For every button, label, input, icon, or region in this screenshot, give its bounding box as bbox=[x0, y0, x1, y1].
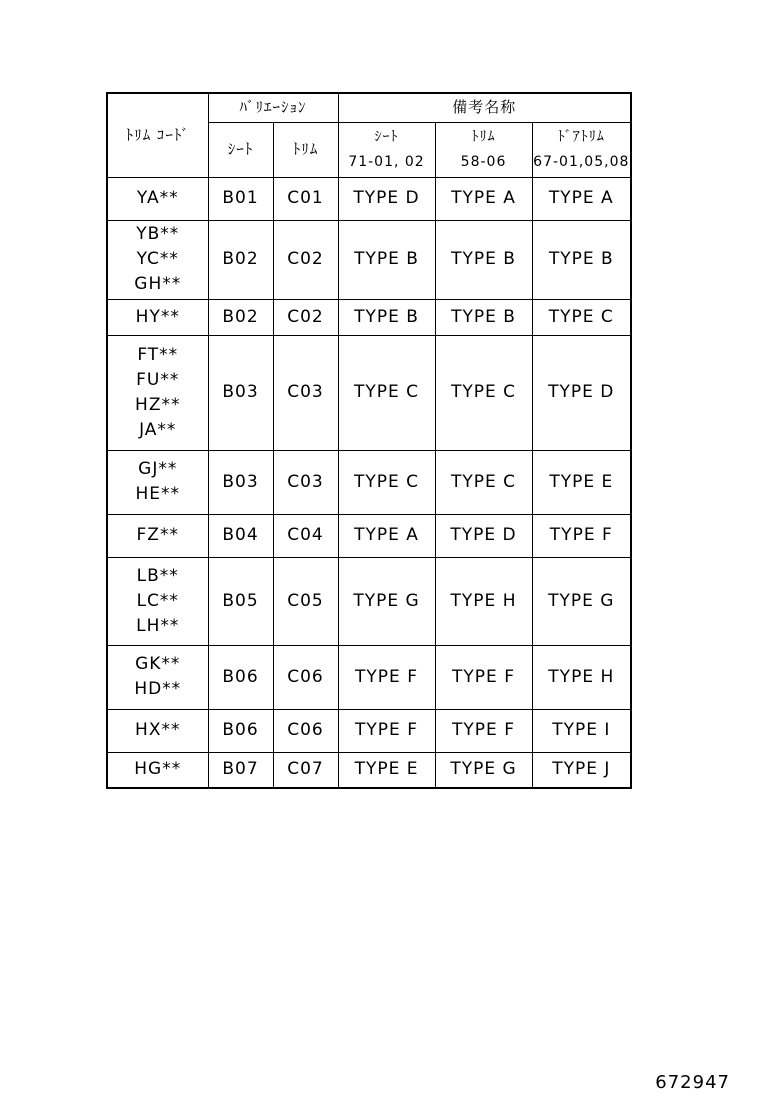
trim-code-cell bbox=[107, 450, 208, 514]
remark-door-trim-title: ﾄﾞｱﾄﾘﾑ bbox=[557, 128, 605, 145]
trim-code-cell bbox=[107, 514, 208, 557]
trim-cell: C04 bbox=[273, 514, 338, 557]
trim-code: JA** bbox=[139, 419, 177, 440]
remark-door-trim-cell: TYPE E bbox=[532, 450, 631, 514]
remark-door-trim-code: 67-01,05,08 bbox=[533, 153, 630, 170]
trim-code: FZ** bbox=[136, 525, 179, 545]
remark-seat-cell: TYPE C bbox=[338, 335, 435, 450]
trim-code: LH** bbox=[136, 615, 180, 636]
remark-trim-cell: TYPE A bbox=[435, 177, 532, 220]
seat-cell: B07 bbox=[208, 752, 273, 788]
trim-code: LC** bbox=[136, 590, 179, 611]
trim-cell: C03 bbox=[273, 450, 338, 514]
table-row bbox=[107, 450, 631, 514]
remark-seat-cell: TYPE B bbox=[338, 299, 435, 335]
remark-seat-cell: TYPE D bbox=[338, 177, 435, 220]
trim-cell: C01 bbox=[273, 177, 338, 220]
trim-code: HD** bbox=[134, 679, 182, 699]
trim-code-cell bbox=[107, 299, 208, 335]
table-row bbox=[107, 645, 631, 709]
trim-code-cell bbox=[107, 220, 208, 299]
header-remarks: 備考名称 bbox=[338, 93, 631, 122]
remark-door-trim-cell: TYPE B bbox=[532, 220, 631, 299]
remark-seat-cell: TYPE G bbox=[338, 557, 435, 645]
trim-cell: C07 bbox=[273, 752, 338, 788]
seat-cell: B05 bbox=[208, 557, 273, 645]
remark-trim-cell: TYPE H bbox=[435, 557, 532, 645]
remark-door-trim-cell: TYPE H bbox=[532, 645, 631, 709]
trim-cell: C03 bbox=[273, 335, 338, 450]
remark-trim-cell: TYPE C bbox=[435, 335, 532, 450]
trim-code: GJ** bbox=[138, 459, 178, 479]
trim-code: YA** bbox=[136, 188, 179, 208]
seat-cell: B03 bbox=[208, 450, 273, 514]
remark-seat-cell: TYPE F bbox=[338, 645, 435, 709]
trim-code: YB** bbox=[136, 224, 180, 244]
header-trim-code: ﾄﾘﾑ ｺｰﾄﾞ bbox=[107, 93, 208, 177]
trim-code: LB** bbox=[136, 565, 179, 586]
table-row bbox=[107, 177, 631, 220]
remark-door-trim-cell: TYPE A bbox=[532, 177, 631, 220]
trim-code: HE** bbox=[135, 484, 181, 504]
remark-seat-cell: TYPE C bbox=[338, 450, 435, 514]
trim-code-cell bbox=[107, 557, 208, 645]
trim-cell: C02 bbox=[273, 220, 338, 299]
seat-cell: B03 bbox=[208, 335, 273, 450]
trim-code: HY** bbox=[135, 306, 180, 327]
trim-code: HZ** bbox=[135, 394, 181, 415]
table-body bbox=[107, 93, 631, 788]
table-row bbox=[107, 299, 631, 335]
remark-seat-cell: TYPE B bbox=[338, 220, 435, 299]
trim-code: FT** bbox=[137, 344, 179, 365]
remark-seat-code: 71-01, 02 bbox=[348, 153, 425, 170]
trim-code: YC** bbox=[136, 249, 179, 269]
header-remark-seat bbox=[338, 122, 435, 177]
remark-trim-cell: TYPE F bbox=[435, 645, 532, 709]
remark-trim-cell: TYPE B bbox=[435, 220, 532, 299]
header-variation: ﾊﾞﾘｴｰｼｮﾝ bbox=[208, 93, 338, 122]
remark-trim-title: ﾄﾘﾑ bbox=[471, 128, 496, 145]
header-seat: ｼｰﾄ bbox=[208, 122, 273, 177]
trim-code: HG** bbox=[134, 759, 182, 780]
header-remark-trim bbox=[435, 122, 532, 177]
trim-code: GH** bbox=[134, 274, 182, 294]
trim-code: HX** bbox=[135, 720, 181, 740]
remark-trim-cell: TYPE F bbox=[435, 709, 532, 752]
remark-seat-cell: TYPE E bbox=[338, 752, 435, 788]
remark-seat-cell: TYPE A bbox=[338, 514, 435, 557]
table-row bbox=[107, 335, 631, 450]
trim-code: GK** bbox=[135, 654, 181, 674]
header-remark-door-trim bbox=[532, 122, 631, 177]
trim-code-cell bbox=[107, 709, 208, 752]
remark-trim-cell: TYPE B bbox=[435, 299, 532, 335]
remark-door-trim-cell: TYPE I bbox=[532, 709, 631, 752]
seat-cell: B02 bbox=[208, 220, 273, 299]
seat-cell: B02 bbox=[208, 299, 273, 335]
remark-door-trim-cell: TYPE C bbox=[532, 299, 631, 335]
seat-cell: B06 bbox=[208, 709, 273, 752]
remark-door-trim-cell: TYPE J bbox=[532, 752, 631, 788]
remark-trim-cell: TYPE G bbox=[435, 752, 532, 788]
remark-door-trim-cell: TYPE G bbox=[532, 557, 631, 645]
trim-code-cell bbox=[107, 752, 208, 788]
seat-cell: B01 bbox=[208, 177, 273, 220]
trim-code-cell bbox=[107, 177, 208, 220]
header-trim: ﾄﾘﾑ bbox=[273, 122, 338, 177]
trim-code: FU** bbox=[136, 369, 180, 390]
table-row bbox=[107, 752, 631, 788]
trim-variation-table bbox=[106, 92, 632, 789]
table-row bbox=[107, 514, 631, 557]
trim-code-cell bbox=[107, 645, 208, 709]
document-number: 672947 bbox=[655, 1072, 730, 1093]
remark-seat-title: ｼｰﾄ bbox=[374, 128, 399, 145]
remark-trim-cell: TYPE C bbox=[435, 450, 532, 514]
remark-trim-cell: TYPE D bbox=[435, 514, 532, 557]
table-row bbox=[107, 220, 631, 299]
remark-door-trim-cell: TYPE D bbox=[532, 335, 631, 450]
trim-cell: C06 bbox=[273, 709, 338, 752]
seat-cell: B04 bbox=[208, 514, 273, 557]
table-row bbox=[107, 709, 631, 752]
header-row-1 bbox=[107, 93, 631, 122]
trim-code-cell bbox=[107, 335, 208, 450]
remark-door-trim-cell: TYPE F bbox=[532, 514, 631, 557]
trim-cell: C05 bbox=[273, 557, 338, 645]
remark-seat-cell: TYPE F bbox=[338, 709, 435, 752]
trim-cell: C02 bbox=[273, 299, 338, 335]
seat-cell: B06 bbox=[208, 645, 273, 709]
trim-cell: C06 bbox=[273, 645, 338, 709]
remark-trim-code: 58-06 bbox=[460, 153, 507, 170]
table-row bbox=[107, 557, 631, 645]
